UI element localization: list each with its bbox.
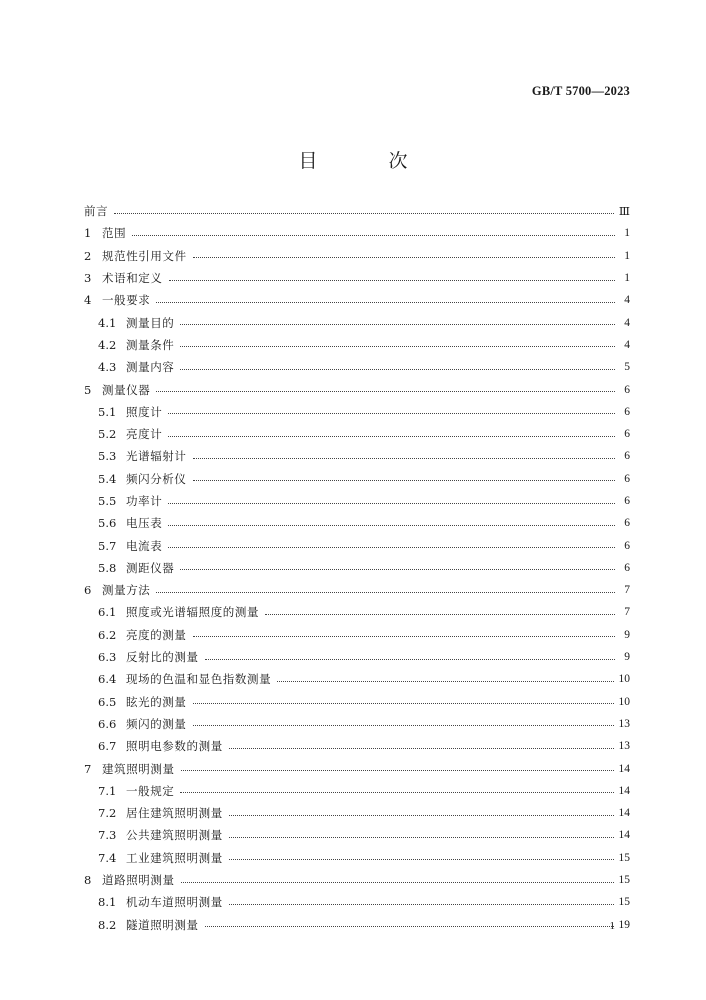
toc-entry-page: 15 <box>618 896 630 909</box>
toc-entry-number: 5.4 <box>98 471 117 486</box>
toc-entry-number: 8 <box>84 873 92 888</box>
dot-leader <box>180 324 615 325</box>
dot-leader <box>168 547 615 548</box>
toc-entry[interactable] <box>84 557 630 579</box>
toc-entry-label: 光谱辐射计 <box>126 449 187 464</box>
dot-leader <box>277 681 613 682</box>
dot-leader <box>193 480 616 481</box>
dot-leader <box>180 369 615 370</box>
toc-entry[interactable] <box>84 601 630 623</box>
toc-entry-page: 1 <box>624 272 630 285</box>
dot-leader <box>132 235 615 236</box>
toc-entry[interactable] <box>84 200 630 222</box>
toc-entry[interactable] <box>84 468 630 490</box>
dot-leader <box>169 280 616 281</box>
toc-entry[interactable] <box>84 378 630 400</box>
toc-entry-label: 亮度的测量 <box>126 627 187 642</box>
toc-entry-number: 6.4 <box>98 672 117 687</box>
toc-entry-label: 频闪的测量 <box>126 716 187 731</box>
toc-entry-number: 6.6 <box>98 716 117 731</box>
toc-entry[interactable] <box>84 490 630 512</box>
toc-entry-number: 7.1 <box>98 783 117 798</box>
toc-entry[interactable] <box>84 824 630 846</box>
toc-entry-page: 6 <box>624 539 630 552</box>
dot-leader <box>181 882 614 883</box>
dot-leader <box>229 815 614 816</box>
toc-entry-page: 6 <box>624 495 630 507</box>
toc-entry-number: 5 <box>84 382 92 397</box>
dot-leader <box>180 346 615 347</box>
dot-leader <box>168 413 615 414</box>
toc-entry-number: 3 <box>84 271 92 286</box>
toc-entry-page: 6 <box>624 450 630 463</box>
toc-entry-label: 隧道照明测量 <box>126 917 199 932</box>
toc-entry-number: 5.1 <box>98 404 117 419</box>
toc-entry-label: 前言 <box>84 204 109 219</box>
dot-leader <box>114 213 614 214</box>
dot-leader <box>265 614 615 615</box>
toc-entry[interactable] <box>84 579 630 601</box>
page-number: 1 <box>609 920 615 932</box>
toc-entry-page: 6 <box>624 405 630 418</box>
standard-code: GB/T 5700—2023 <box>531 84 630 98</box>
toc-entry[interactable] <box>84 289 630 311</box>
toc-entry-number: 2 <box>84 248 92 263</box>
toc-entry-label: 照明电参数的测量 <box>126 739 223 754</box>
toc-entry-label: 范围 <box>102 226 127 241</box>
toc-entry[interactable] <box>84 802 630 824</box>
toc-entry-number: 6.1 <box>98 605 117 620</box>
toc-entry-label: 测量仪器 <box>102 382 151 397</box>
toc-entry-page: 7 <box>624 606 630 619</box>
toc-entry[interactable] <box>84 847 630 869</box>
dot-leader <box>168 503 615 504</box>
toc-entry-page: 4 <box>624 294 630 307</box>
toc-entry[interactable] <box>84 512 630 534</box>
toc-entry-number: 5.3 <box>98 449 117 464</box>
toc-entry[interactable] <box>84 222 630 244</box>
toc-entry-number: 8.2 <box>98 917 117 932</box>
toc-entry-number: 5.6 <box>98 516 117 531</box>
toc-entry-number: 7.2 <box>98 806 117 821</box>
toc-entry-page: 5 <box>624 361 630 374</box>
toc-entry-label: 测距仪器 <box>126 560 175 575</box>
toc-entry-label: 术语和定义 <box>102 271 163 286</box>
dot-leader <box>168 525 615 526</box>
toc-entry-number: 6.5 <box>98 694 117 709</box>
toc-entry-label: 眩光的测量 <box>126 694 187 709</box>
toc-entry-label: 电流表 <box>126 538 163 553</box>
toc-entry[interactable] <box>84 757 630 779</box>
dot-leader <box>205 926 614 927</box>
toc-entry-page: 1 <box>624 249 630 262</box>
dot-leader <box>229 748 614 749</box>
dot-leader <box>156 592 615 593</box>
toc-entry-page: 1 <box>624 227 630 240</box>
toc-entry-page: 14 <box>618 762 630 775</box>
toc-entry-page: 19 <box>618 918 630 931</box>
toc-entry-label: 一般规定 <box>126 783 175 798</box>
toc-entry-label: 工业建筑照明测量 <box>126 850 223 865</box>
table-of-contents <box>84 200 630 936</box>
toc-entry[interactable] <box>84 646 630 668</box>
toc-entry-page: Ⅲ <box>618 206 630 219</box>
dot-leader <box>229 837 614 838</box>
toc-entry[interactable] <box>84 423 630 445</box>
toc-entry-number: 1 <box>84 226 92 241</box>
toc-entry-page: 10 <box>618 695 630 708</box>
dot-leader <box>193 703 614 704</box>
toc-entry-number: 6.2 <box>98 627 117 642</box>
dot-leader <box>229 904 614 905</box>
toc-entry[interactable] <box>84 534 630 556</box>
toc-entry[interactable] <box>84 267 630 289</box>
toc-entry-number: 7.3 <box>98 828 117 843</box>
dot-leader <box>229 859 614 860</box>
dot-leader <box>180 792 613 793</box>
toc-entry[interactable] <box>84 891 630 913</box>
toc-entry-page: 14 <box>618 807 630 820</box>
toc-entry-page: 6 <box>624 517 630 530</box>
toc-entry-label: 测量条件 <box>126 337 175 352</box>
toc-entry-page: 9 <box>624 628 630 641</box>
dot-leader <box>205 659 615 660</box>
toc-entry-number: 8.1 <box>98 895 117 910</box>
toc-entry-page: 6 <box>624 561 630 574</box>
toc-entry-number: 5.8 <box>98 560 117 575</box>
toc-entry-number: 6.7 <box>98 739 117 754</box>
toc-entry[interactable] <box>84 735 630 757</box>
toc-entry-page: 10 <box>618 673 630 686</box>
toc-entry-label: 亮度计 <box>126 427 163 442</box>
toc-entry-label: 现场的色温和显色指数测量 <box>126 672 272 687</box>
dot-leader <box>193 257 615 258</box>
toc-entry-page: 13 <box>618 740 630 753</box>
toc-entry-number: 4 <box>84 293 92 308</box>
toc-entry[interactable] <box>84 914 630 936</box>
toc-entry-label: 建筑照明测量 <box>102 761 175 776</box>
toc-entry-number: 5.5 <box>98 494 117 508</box>
toc-entry-label: 道路照明测量 <box>102 873 175 888</box>
toc-entry-number: 6.3 <box>98 650 117 665</box>
toc-entry-page: 9 <box>624 651 630 664</box>
dot-leader <box>180 569 615 570</box>
dot-leader <box>156 302 615 303</box>
dot-leader <box>193 725 614 726</box>
dot-leader <box>156 391 615 392</box>
toc-entry[interactable] <box>84 311 630 333</box>
toc-entry-label: 机动车道照明测量 <box>126 895 223 910</box>
toc-entry-page: 13 <box>618 717 630 730</box>
toc-entry-page: 6 <box>624 472 630 485</box>
toc-entry-page: 4 <box>624 338 630 351</box>
toc-entry[interactable] <box>84 334 630 356</box>
toc-entry-number: 5.7 <box>98 538 117 553</box>
toc-entry[interactable] <box>84 668 630 690</box>
toc-entry-page: 14 <box>618 784 630 797</box>
toc-entry-label: 测量目的 <box>126 315 175 330</box>
toc-entry-label: 照度计 <box>126 404 163 419</box>
toc-entry-page: 6 <box>624 428 630 441</box>
toc-entry-label: 居住建筑照明测量 <box>126 806 223 821</box>
toc-entry[interactable] <box>84 780 630 802</box>
toc-entry[interactable] <box>84 445 630 467</box>
toc-entry-page: 15 <box>618 851 630 864</box>
toc-entry[interactable] <box>84 356 630 378</box>
toc-entry-page: 14 <box>618 829 630 842</box>
toc-entry[interactable] <box>84 691 630 713</box>
toc-entry-number: 4.1 <box>98 315 117 330</box>
toc-entry-number: 4.3 <box>98 360 117 375</box>
toc-entry[interactable] <box>84 713 630 735</box>
toc-entry[interactable] <box>84 869 630 891</box>
toc-entry-number: 5.2 <box>98 427 117 442</box>
dot-leader <box>193 458 616 459</box>
toc-entry-page: 7 <box>624 584 630 597</box>
toc-entry-label: 测量方法 <box>102 583 151 598</box>
toc-entry-label: 反射比的测量 <box>126 650 199 665</box>
toc-entry-number: 4.2 <box>98 337 117 352</box>
toc-entry[interactable] <box>84 245 630 267</box>
dot-leader <box>168 436 615 437</box>
toc-entry-label: 功率计 <box>126 494 163 508</box>
toc-entry-page: 15 <box>618 874 630 887</box>
dot-leader <box>181 770 614 771</box>
page-title: 目 次 <box>298 150 434 172</box>
toc-entry[interactable] <box>84 401 630 423</box>
toc-entry-label: 频闪分析仪 <box>126 471 187 486</box>
toc-entry-label: 规范性引用文件 <box>102 248 187 263</box>
dot-leader <box>193 636 616 637</box>
toc-entry-number: 6 <box>84 583 92 598</box>
toc-entry-label: 公共建筑照明测量 <box>126 828 223 843</box>
toc-entry-page: 6 <box>624 383 630 396</box>
toc-entry-label: 电压表 <box>126 516 163 531</box>
toc-entry-page: 4 <box>624 316 630 329</box>
toc-entry[interactable] <box>84 624 630 646</box>
toc-entry-label: 照度或光谱辐照度的测量 <box>126 605 260 620</box>
toc-entry-number: 7 <box>84 761 92 776</box>
toc-entry-label: 一般要求 <box>102 293 151 308</box>
toc-entry-label: 测量内容 <box>126 360 175 375</box>
toc-entry-number: 7.4 <box>98 850 117 865</box>
